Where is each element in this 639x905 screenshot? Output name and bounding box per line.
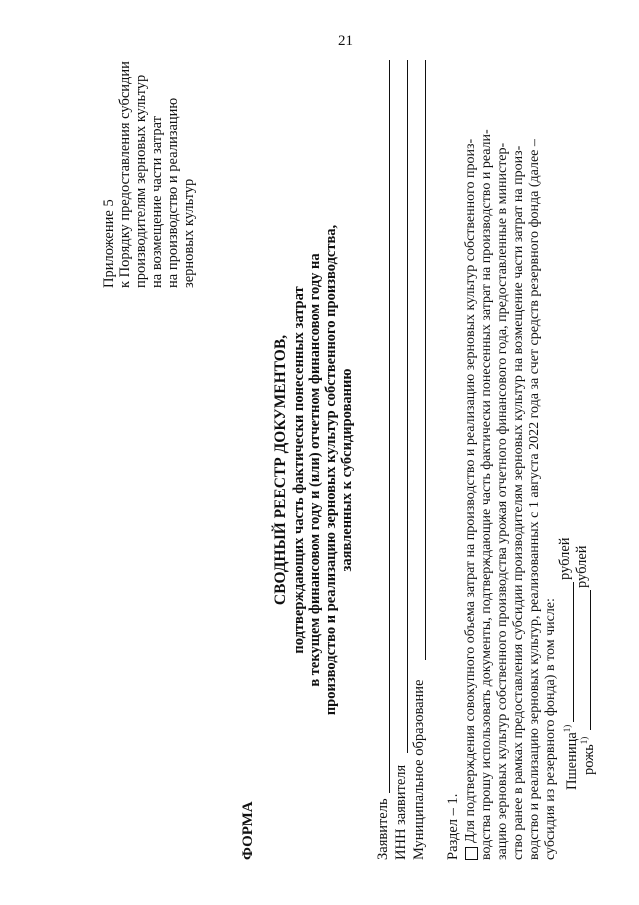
forma-label: ФОРМА xyxy=(240,801,256,860)
rye-row xyxy=(575,737,598,775)
municipality-field[interactable] xyxy=(425,60,426,660)
paragraph-line: ство ранее в рамках предоставления субсидии производителям зерновых культур на возмещение части затрат на произ- xyxy=(511,145,526,860)
title-line: заявленных к субсидированию xyxy=(339,368,355,572)
rye-label: рожь xyxy=(580,744,597,775)
appendix-line: зерновых культур xyxy=(181,178,197,288)
section-checkbox[interactable] xyxy=(465,847,478,860)
municipality-label: Муниципальное образование xyxy=(411,679,427,860)
paragraph-line: зацию зерновых культур собственного производства урожая отчетного финансового года, предоставленные в министер- xyxy=(495,142,510,860)
paragraph-line: водства прошу использовать документы, подтверждающие часть фактически понесенных затрат на производство и реали- xyxy=(479,129,494,860)
rye-currency: рублей xyxy=(574,545,590,588)
section-heading: Раздел – 1. xyxy=(445,793,461,860)
page-number: 21 xyxy=(338,33,353,49)
wheat-label: Пшеница xyxy=(563,732,580,790)
appendix-line: производителям зерновых культур xyxy=(133,74,149,288)
appendix-line: на возмещение части затрат xyxy=(149,116,165,288)
inn-label: ИНН заявителя xyxy=(393,764,409,860)
paragraph-line: водство и реализацию зерновых культур, реализованных с 1 августа 2022 года за счет средств резервного фонда (далее – xyxy=(527,139,542,860)
applicant-label: Заявитель xyxy=(375,798,391,860)
rye-amount-field[interactable] xyxy=(590,590,591,730)
title-line: СВОДНЫЙ РЕЕСТР ДОКУМЕНТОВ, xyxy=(272,334,289,606)
paragraph-line: Для подтверждения совокупного объема затрат на производство и реализацию зерновых культур собственного произ- xyxy=(463,138,478,843)
applicant-field[interactable] xyxy=(389,60,390,793)
wheat-currency: рублей xyxy=(557,537,573,580)
title-line: подтверждающих часть фактически понесенных затрат xyxy=(291,286,307,654)
rye-footnote: 1) xyxy=(579,736,589,745)
wheat-footnote: 1) xyxy=(562,724,572,733)
rotated-form-page xyxy=(44,0,604,900)
appendix-line: к Порядку предоставления субсидии xyxy=(117,61,133,288)
title-line: в текущем финансовом году и (или) отчетном финансовом году на xyxy=(307,253,323,687)
wheat-amount-field[interactable] xyxy=(573,582,574,722)
appendix-line: на производство и реализацию xyxy=(165,97,181,288)
inn-field[interactable] xyxy=(407,60,408,753)
paragraph-line: субсидия из резервного фонда) в том числе: xyxy=(543,598,558,860)
appendix-line: Приложение 5 xyxy=(101,199,117,288)
title-line: производство и реализацию зерновых культур собственного производства, xyxy=(323,224,339,716)
